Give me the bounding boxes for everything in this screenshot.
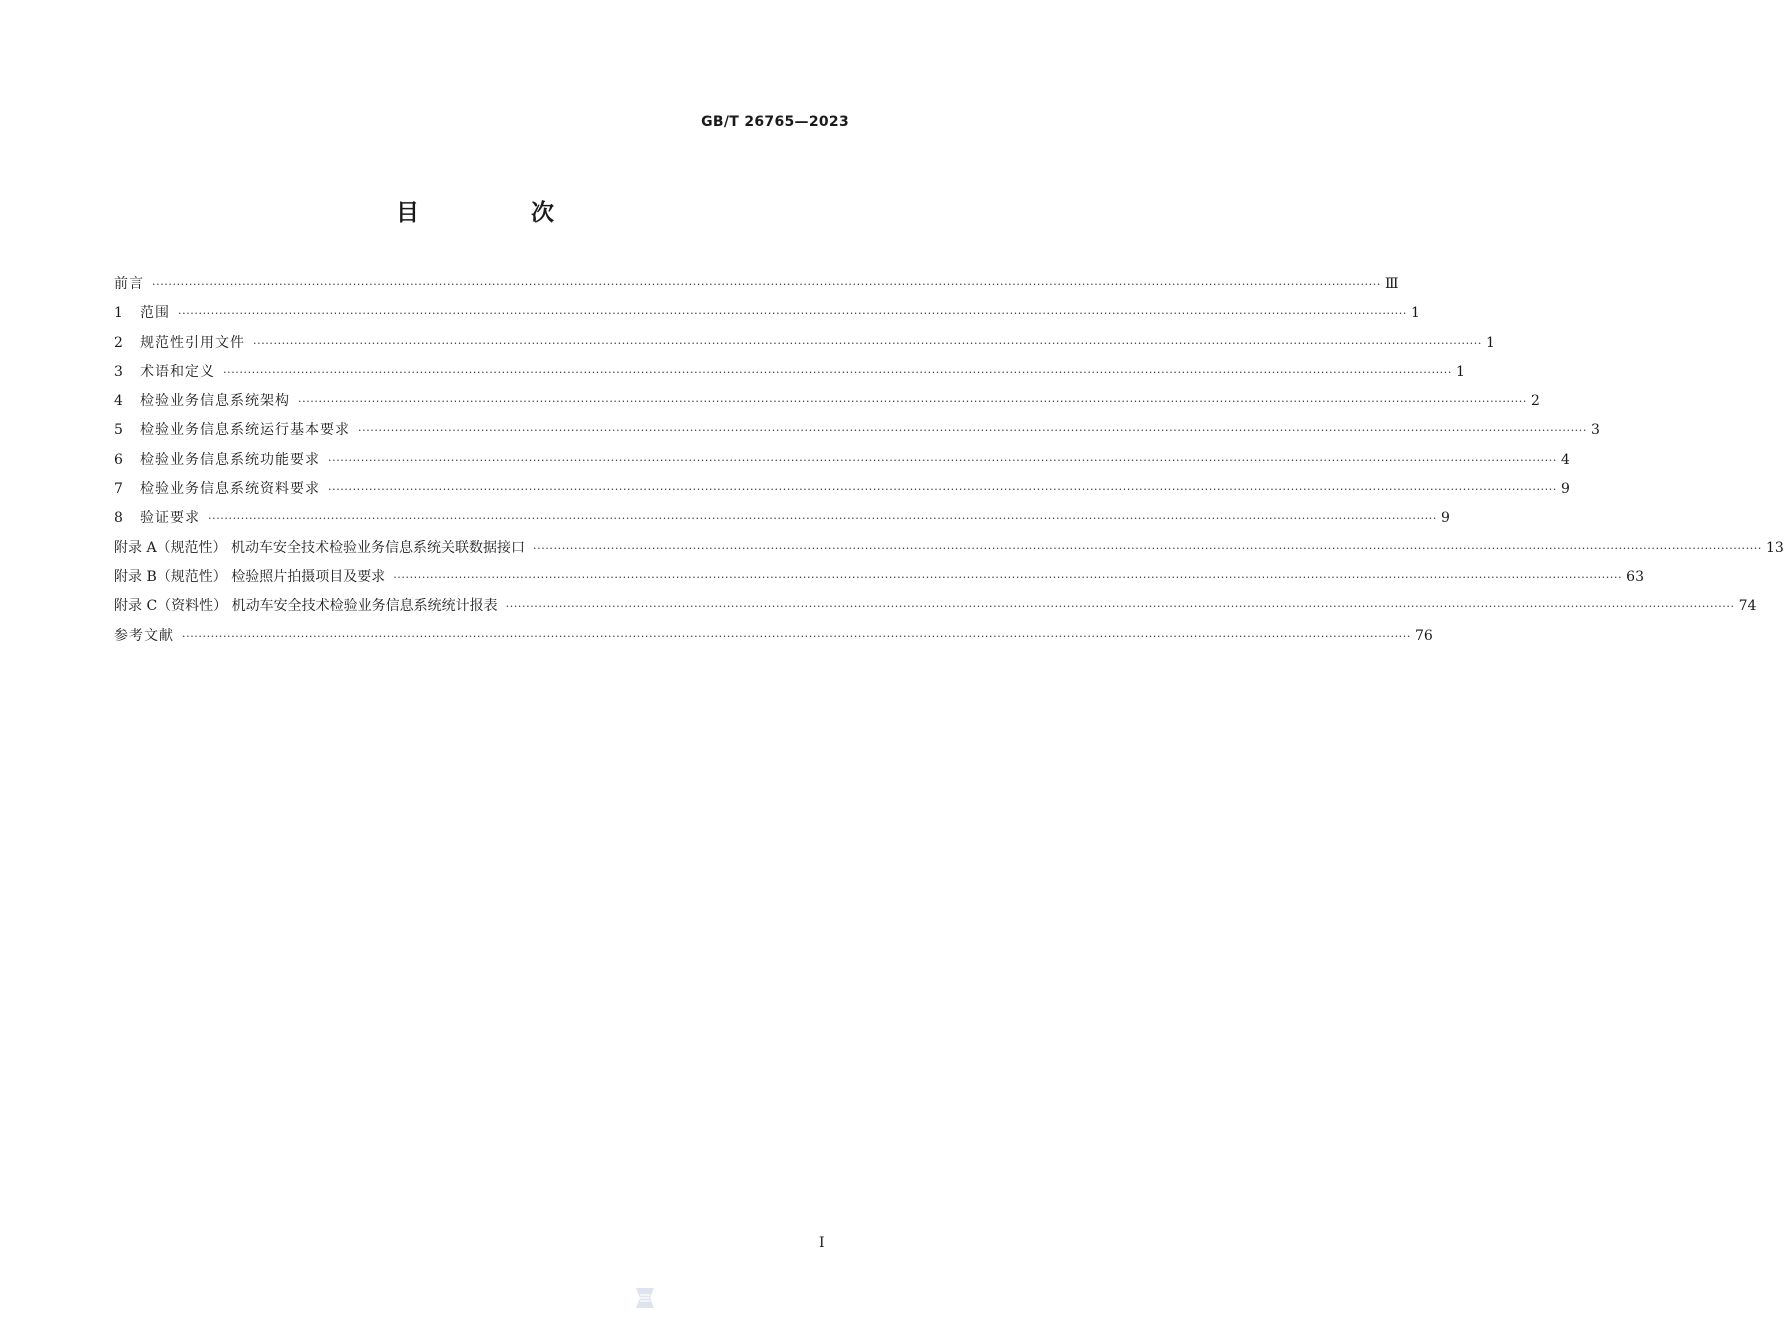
- toc-entry-label: 范围: [140, 305, 170, 322]
- toc-entry-label: 附录 C（资料性） 机动车安全技术检验业务信息系统统计报表: [114, 598, 498, 615]
- toc-entry-label: 前言: [114, 276, 144, 292]
- toc-entry[interactable]: [114, 329, 1495, 358]
- toc-entry-page: Ⅲ: [1384, 276, 1399, 292]
- toc-entry[interactable]: [114, 475, 1570, 504]
- toc-entry[interactable]: [114, 504, 1450, 533]
- toc-entry-label: 验证要求: [140, 510, 200, 527]
- toc-entry-appendix-a[interactable]: [114, 534, 1784, 563]
- toc-leader-dots: ············································································································································································································································································································: [328, 483, 1557, 497]
- toc-leader-dots: ············································································································································································································································································································: [533, 541, 1762, 555]
- toc-entry-page: 9: [1440, 510, 1450, 527]
- toc-entry-number: 5: [114, 422, 123, 439]
- toc-entry-number: 1: [114, 305, 123, 322]
- toc-entry[interactable]: [114, 299, 1420, 328]
- toc-leader-dots: ············································································································································································································································································································: [298, 395, 1527, 409]
- toc-entry-label: 检验业务信息系统架构: [140, 393, 290, 410]
- toc-entry[interactable]: [114, 387, 1540, 416]
- toc-leader-dots: ············································································································································································································································································································: [152, 278, 1381, 291]
- toc-entry[interactable]: [114, 358, 1465, 387]
- toc-entry-page: 9: [1560, 481, 1570, 498]
- toc-entry[interactable]: [114, 446, 1570, 475]
- toc-entry[interactable]: [114, 416, 1600, 445]
- toc-entry-page: 13: [1766, 539, 1784, 556]
- toc-entry-page: 1: [1455, 363, 1465, 380]
- toc-leader-dots: ············································································································································································································································································································: [393, 570, 1623, 584]
- toc-entry-page: 2: [1530, 393, 1540, 410]
- sac-logo-icon: [632, 1286, 658, 1310]
- toc-leader-dots: ············································································································································································································································································································: [223, 365, 1452, 379]
- toc-entry-number: 4: [114, 393, 123, 410]
- toc-entry-page: 63: [1626, 568, 1644, 585]
- toc-entry-page: 76: [1414, 627, 1433, 644]
- toc-entry[interactable]: [114, 270, 1399, 299]
- toc-entry-label: 附录 A（规范性） 机动车安全技术检验业务信息系统关联数据接口: [114, 539, 526, 556]
- table-of-contents: [114, 270, 1784, 651]
- toc-leader-dots: ············································································································································································································································································································: [182, 629, 1411, 643]
- toc-leader-dots: ············································································································································································································································································································: [328, 453, 1557, 467]
- toc-entry-page: 4: [1560, 451, 1570, 468]
- toc-entry-label: 术语和定义: [140, 363, 215, 380]
- toc-entry-number: 3: [114, 363, 123, 380]
- toc-entry-page: 1: [1410, 305, 1420, 322]
- toc-entry-page: 3: [1590, 422, 1600, 439]
- standard-code: GB/T 26765—2023: [701, 114, 849, 130]
- toc-leader-dots: ············································································································································································································································································································: [505, 600, 1735, 614]
- toc-entry-page: 1: [1485, 334, 1495, 351]
- toc-entry-number: 2: [114, 334, 123, 351]
- toc-entry-label: 参考文献: [114, 627, 174, 644]
- toc-entry-label: 附录 B（规范性） 检验照片拍摄项目及要求: [114, 568, 386, 585]
- toc-entry-label: 检验业务信息系统运行基本要求: [140, 422, 350, 439]
- page-number: I: [819, 1235, 825, 1251]
- toc-leader-dots: ············································································································································································································································································································: [358, 424, 1587, 438]
- toc-entry-label: 检验业务信息系统功能要求: [140, 451, 320, 468]
- page-title: 目 次: [395, 200, 606, 226]
- toc-entry-number: 8: [114, 510, 123, 527]
- toc-entry-appendix-b[interactable]: [114, 563, 1644, 592]
- toc-entry-appendix-c[interactable]: [114, 592, 1757, 621]
- toc-entry-label: 检验业务信息系统资料要求: [140, 481, 320, 498]
- toc-entry-number: 7: [114, 481, 123, 498]
- toc-entry-references[interactable]: [114, 622, 1433, 651]
- toc-entry-page: 74: [1738, 598, 1757, 615]
- toc-leader-dots: ············································································································································································································································································································: [253, 336, 1482, 350]
- toc-entry-label: 规范性引用文件: [140, 334, 245, 351]
- toc-leader-dots: ············································································································································································································································································································: [208, 512, 1437, 526]
- toc-entry-number: 6: [114, 451, 123, 468]
- toc-leader-dots: ············································································································································································································································································································: [178, 307, 1407, 321]
